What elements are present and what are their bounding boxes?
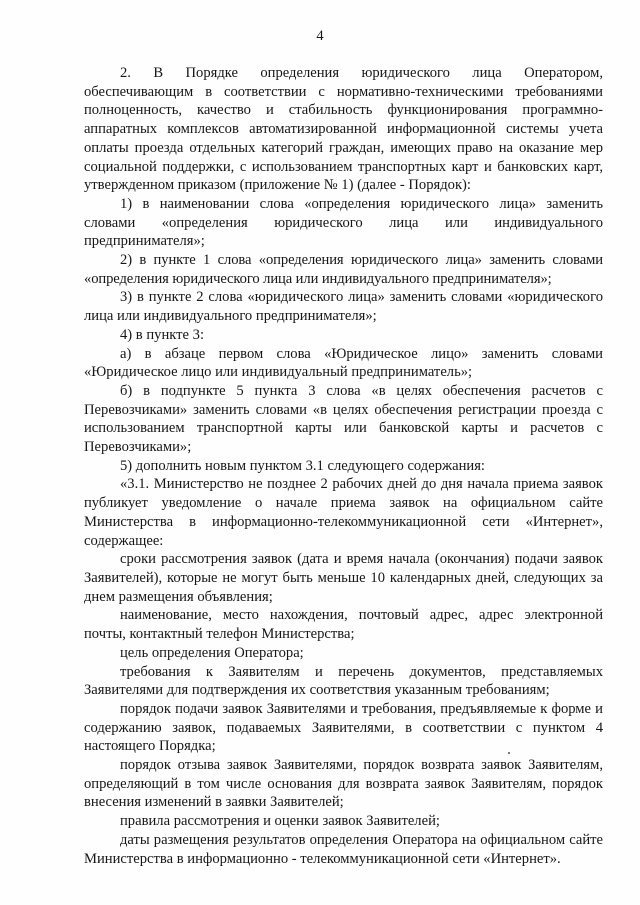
page-number: 4 [316,28,324,44]
paragraph-ministry-contacts: наименование, место нахождения, почтовый адрес, адрес электронной почты, контактный телефон Министерства; [84,607,603,643]
paragraph-submission-order: порядок подачи заявок Заявителями и требования, предъявляемые к форме и содержанию заявок, подаваемых Заявителями, в соответствии с пунктом 4 настоящего Порядка; [84,700,603,755]
paragraph-item-5: 5) дополнить новым пунктом 3.1 следующего содержания: [120,457,485,474]
paragraph-item-4: 4) в пункте 3: [120,326,205,343]
paragraph-purpose: цель определения Оператора; [120,644,304,661]
scan-speck [508,752,510,754]
paragraph-intro: 2. В Порядке определения юридического лица Оператором, обеспечивающим в соответствии с нормативно-техническими требованиями полноценность, качество и стабильность функционирования программно-аппаратных комплексов автоматизированной информационной системы учета оплаты проезда отдельных категорий граждан, имеющих право на оказание мер социальной поддержки, с использованием транспортных карт и банковских карт, утвержденном приказом (приложение № 1) (далее - Порядок): [84,65,603,194]
paragraph-withdrawal-order: порядок отзыва заявок Заявителями, порядок возврата заявок Заявителям, определяющий в том числе основания для возврата заявок Заявителям, порядок внесения изменений в заявки Заявителей; [84,757,603,811]
paragraph-results-dates: даты размещения результатов определения Оператора на официальном сайте Министерства в информационно - телекоммуникационной сети «Интернет». [84,831,603,867]
paragraph-item-1: 1) в наименовании слова «определения юридического лица» заменить словами «определения юридического лица или индивидуального предпринимателя»; [84,195,603,250]
document-body [84,64,603,868]
paragraph-evaluation-rules: правила рассмотрения и оценки заявок Заявителей; [120,813,440,830]
paragraph-subitem-a: а) в абзаце первом слова «Юридическое лицо» заменить словами «Юридическое лицо или индивидуальный предприниматель»; [84,345,603,381]
paragraph-subitem-b: б) в подпункте 5 пункта 3 слова «в целях обеспечения расчетов с Перевозчиками» заменить словами «в целях обеспечения регистрации проезда с использованием транспортной карты или банковской карты и расчетов с Перевозчиками»; [84,382,603,456]
paragraph-item-3: 3) в пункте 2 слова «юридического лица» заменить словами «юридического лица или индивидуального предпринимателя»; [84,289,603,325]
paragraph-item-2: 2) в пункте 1 слова «определения юридического лица» заменить словами «определения юридического лица или индивидуального предпринимателя»; [84,252,603,287]
paragraph-review-terms: сроки рассмотрения заявок (дата и время начала (окончания) подачи заявок Заявителей), которые не могут быть меньше 10 календарных дней, следующих за днем размещения объявления; [84,551,603,605]
paragraph-clause-3-1: «3.1. Министерство не позднее 2 рабочих дней до дня начала приема заявок публикует уведомление о начале приема заявок на официальном сайте Министерства в информационно-телекоммуникационной сети «Интернет», содержащее: [84,476,603,549]
paragraph-requirements: требования к Заявителям и перечень документов, представляемых Заявителями для подтверждения их соответствия указанным требованиям; [84,663,603,699]
